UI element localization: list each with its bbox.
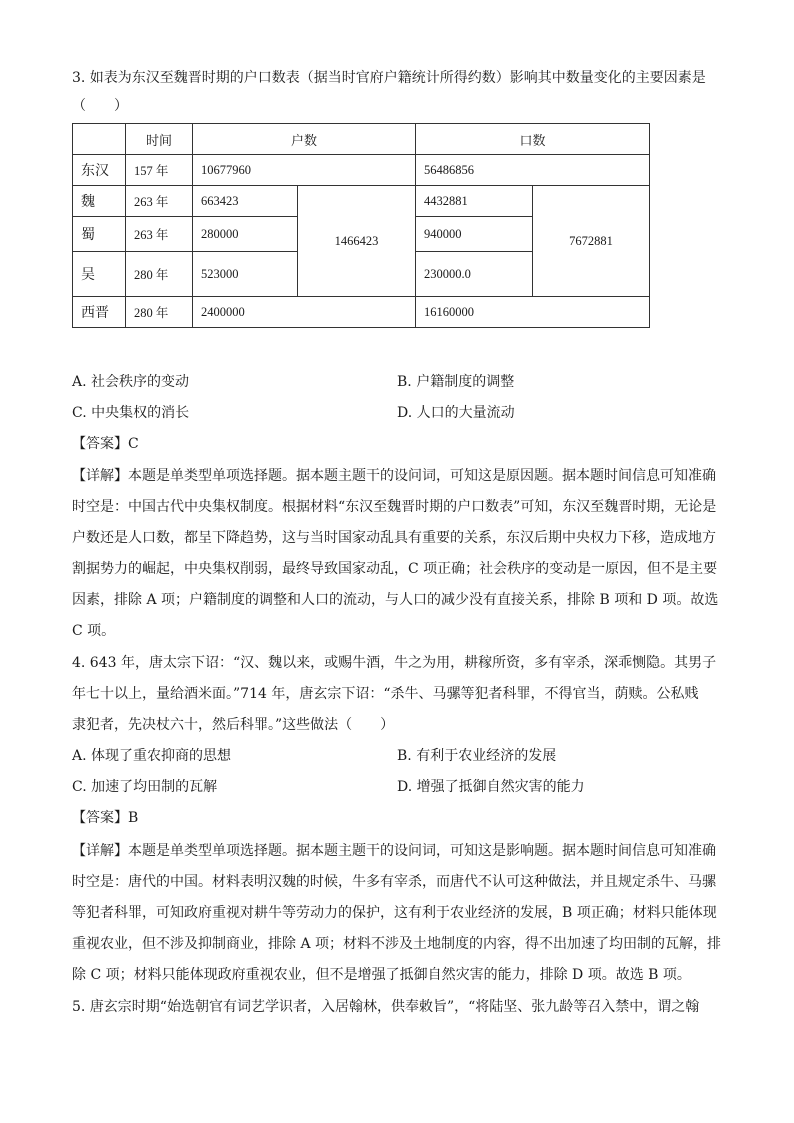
answer-value: C <box>128 436 139 452</box>
q4-answer <box>72 808 732 828</box>
q4-option-d: D. 增强了抵御自然灾害的能力 <box>397 779 585 795</box>
q4-detail-line: 等犯者科罪，可知政府重视对耕牛等劳动力的保护，这有利于农业经济的发展，B 项正确；材料只能体现 <box>72 905 717 921</box>
row-name: 魏 <box>73 186 126 217</box>
header-population: 口数 <box>416 124 650 155</box>
row-year: 263 年 <box>126 186 193 217</box>
row-year: 157 年 <box>126 155 193 186</box>
q3-detail-line: 户数还是人口数，都呈下降趋势，这与当时国家动乱具有重要的关系，东汉后期中央权力下移，造成地方 <box>72 530 716 546</box>
row-year: 280 年 <box>126 252 193 297</box>
table-row <box>73 186 650 217</box>
q4-detail-line: 时空是：唐代的中国。材料表明汉魏的时候，牛多有宰杀，而唐代不认可这种做法，并且规定杀牛、马骡 <box>72 874 716 890</box>
table-row <box>73 155 650 186</box>
row-year: 280 年 <box>126 297 193 328</box>
q4-stem-line: 4. 643 年，唐太宗下诏：“汉、魏以来，或赐牛酒，牛之为用，耕稼所资，多有宰杀，深乖恻隐。其男子 <box>72 655 717 671</box>
row-population: 4432881 <box>416 186 533 217</box>
row-population: 230000.0 <box>416 252 533 297</box>
row-households: 523000 <box>193 252 298 297</box>
q3-detail-line: C 项。 <box>72 623 116 639</box>
row-population: 16160000 <box>416 297 650 328</box>
census-table <box>72 123 650 328</box>
row-population: 940000 <box>416 217 533 252</box>
q3-detail-line: 时空是：中国古代中央集权制度。根据材料“东汉至魏晋时期的户口数表”可知，东汉至魏晋时期，无论是 <box>72 499 717 515</box>
q4-detail-line: 除 C 项；材料只能体现政府重视农业，但不是增强了抵御自然灾害的能力，排除 D 项。故选 B 项。 <box>72 967 691 983</box>
q4-detail-line <box>72 841 732 861</box>
q4-stem-line: 年七十以上，量给酒米面。”714 年，唐玄宗下诏：“杀牛、马骡等犯者科罪，不得官当，荫赎。公私贱 <box>72 686 699 702</box>
row-name: 东汉 <box>73 155 126 186</box>
row-households: 663423 <box>193 186 298 217</box>
q3-option-b: B. 户籍制度的调整 <box>397 374 515 390</box>
q3-option-c: C. 中央集权的消长 <box>72 405 190 421</box>
row-name: 吴 <box>73 252 126 297</box>
row-year: 263 年 <box>126 217 193 252</box>
detail-text: 本题是单类型单项选择题。据本题主题干的设问词，可知这是原因题。据本题时间信息可知准确 <box>128 468 716 484</box>
row-households: 280000 <box>193 217 298 252</box>
q3-answer <box>72 434 732 454</box>
q3-detail-line: 因素，排除 A 项；户籍制度的调整和人口的流动，与人口的减少没有直接关系，排除 B 项和 D 项。故选 <box>72 592 719 608</box>
answer-tag: 【答案】 <box>72 436 128 452</box>
answer-value: B <box>128 810 139 826</box>
q4-option-b: B. 有利于农业经济的发展 <box>397 748 557 764</box>
q4-stem-line: 隶犯者，先决杖六十，然后科罪。”这些做法（ ） <box>72 717 395 733</box>
detail-tag: 【详解】 <box>72 468 128 484</box>
q4-option-c: C. 加速了均田制的瓦解 <box>72 779 218 795</box>
q3-stem-line2: （ ） <box>72 98 128 114</box>
q4-option-a: A. 体现了重农抑商的思想 <box>72 748 232 764</box>
three-kingdoms-households-total: 1466423 <box>298 186 416 297</box>
detail-tag: 【详解】 <box>72 843 128 859</box>
row-households: 10677960 <box>193 155 416 186</box>
q3-detail-line <box>72 466 732 486</box>
q4-detail-line: 重视农业，但不涉及抑制商业，排除 A 项；材料不涉及土地制度的内容，得不出加速了均田制的瓦解，排 <box>72 936 722 952</box>
table-header-row <box>73 124 650 155</box>
row-name: 西晋 <box>73 297 126 328</box>
q3-option-d: D. 人口的大量流动 <box>397 405 515 421</box>
detail-text: 本题是单类型单项选择题。据本题主题干的设问词，可知这是影响题。据本题时间信息可知准确 <box>128 843 716 859</box>
row-population: 56486856 <box>416 155 650 186</box>
header-time: 时间 <box>126 124 193 155</box>
header-households: 户数 <box>193 124 416 155</box>
q3-detail-line: 割据势力的崛起，中央集权削弱，最终导致国家动乱，C 项正确；社会秩序的变动是一原因，但不是主要 <box>72 561 718 577</box>
row-name: 蜀 <box>73 217 126 252</box>
table-row <box>73 297 650 328</box>
header-blank <box>73 124 126 155</box>
q3-stem-line1: 3. 如表为东汉至魏晋时期的户口数表（据当时官府户籍统计所得约数）影响其中数量变化的主要因素是 <box>72 70 706 86</box>
row-households: 2400000 <box>193 297 416 328</box>
q5-stem-line1: 5. 唐玄宗时期“始选朝官有词艺学识者，入居翰林，供奉敕旨”，“将陆坚、张九龄等召入禁中，谓之翰 <box>72 999 700 1015</box>
answer-tag: 【答案】 <box>72 810 128 826</box>
three-kingdoms-population-total: 7672881 <box>533 186 650 297</box>
q3-option-a: A. 社会秩序的变动 <box>72 374 190 390</box>
